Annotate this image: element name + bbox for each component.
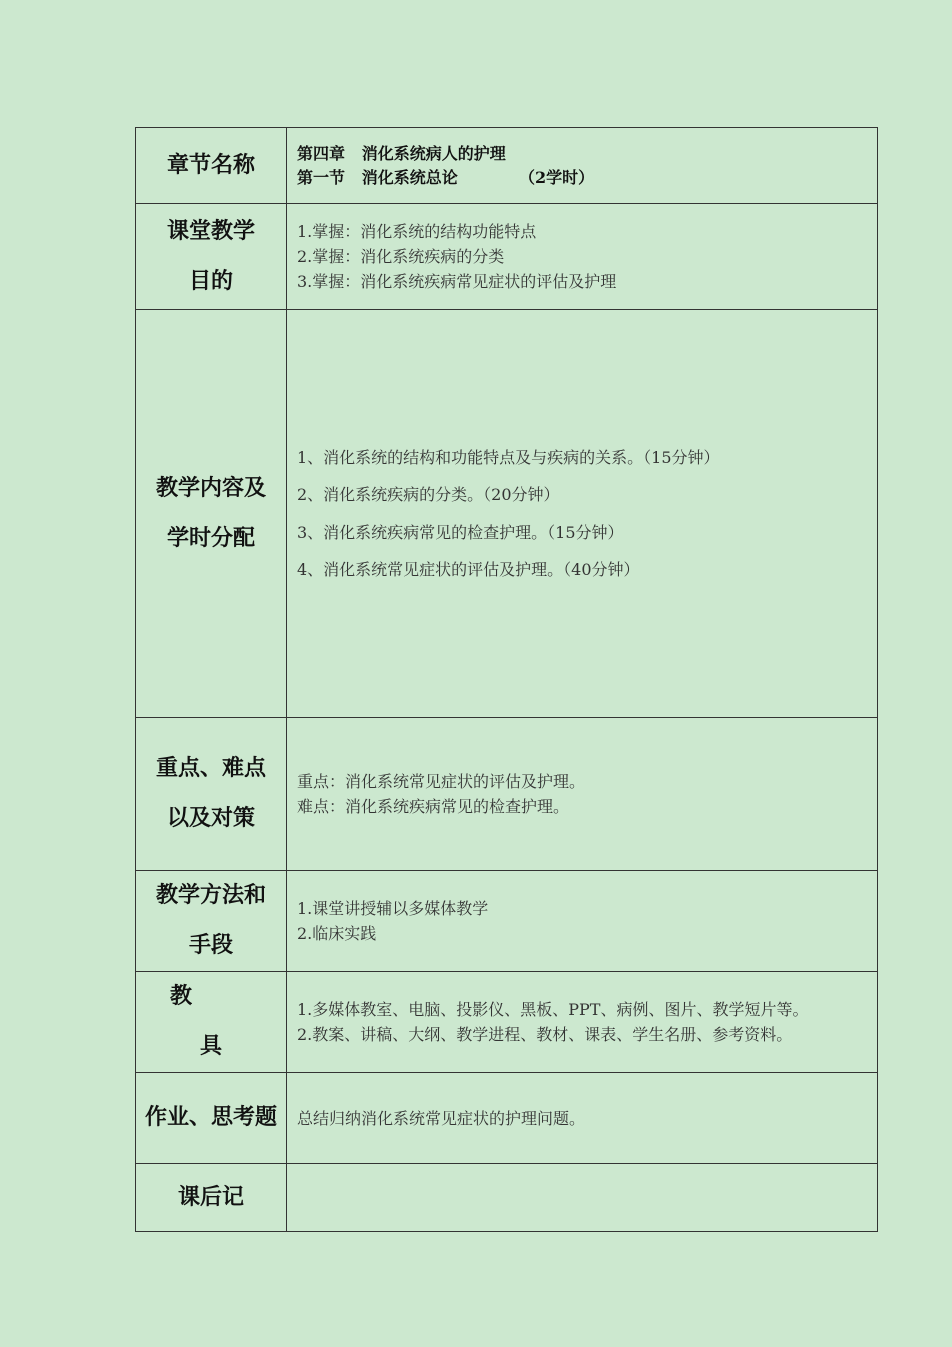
key-points-label — [136, 718, 287, 871]
chapter-name-label: 章节名称 — [136, 128, 287, 204]
key-point-item: 重点：消化系统常见症状的评估及护理。 — [297, 772, 586, 791]
key-points-label-text: 重点、难点以及对策 — [155, 756, 266, 831]
row-chapter — [136, 128, 878, 204]
homework-label: 作业、思考题 — [136, 1073, 287, 1164]
row-objectives — [136, 204, 878, 310]
teaching-aid-item: 2.教案、讲稿、大纲、教学进程、教材、课表、学生名册、参考资料。 — [297, 1025, 793, 1044]
notes-label: 课后记 — [136, 1164, 287, 1232]
methods-cell — [287, 871, 878, 972]
row-methods — [136, 871, 878, 972]
method-item: 1.课堂讲授辅以多媒体教学 — [297, 899, 489, 918]
content-cell — [287, 310, 878, 718]
homework-item: 总结归纳消化系统常见症状的护理问题。 — [297, 1108, 586, 1128]
lesson-plan-table — [135, 127, 878, 1232]
row-key-points — [136, 718, 878, 871]
content-label — [136, 310, 287, 718]
objective-item: 1.掌握：消化系统的结构功能特点 — [297, 222, 537, 241]
key-points-cell — [287, 718, 878, 871]
content-item: 4、消化系统常见症状的评估及护理。（40分钟） — [297, 560, 640, 579]
homework-cell — [287, 1073, 878, 1164]
teaching-aids-label — [136, 972, 287, 1073]
row-notes — [136, 1164, 878, 1232]
content-item: 1、消化系统的结构和功能特点及与疾病的关系。（15分钟） — [297, 447, 720, 467]
row-homework — [136, 1073, 878, 1164]
method-item: 2.临床实践 — [297, 924, 377, 943]
methods-label-text: 教学方法和手段 — [155, 883, 266, 958]
content-label-text: 教学内容及学时分配 — [155, 475, 266, 551]
teaching-aid-item: 1.多媒体教室、电脑、投影仪、黑板、PPT、病例、图片、教学短片等。 — [297, 1000, 809, 1019]
content-item: 2、消化系统疾病的分类。（20分钟） — [297, 485, 560, 504]
objectives-label-text: 课堂教学目的 — [166, 218, 255, 294]
teaching-aids-label-text: 教 具 — [169, 984, 282, 1059]
teaching-aids-cell — [287, 972, 878, 1073]
objective-item: 2.掌握：消化系统疾病的分类 — [297, 247, 505, 266]
difficult-point-item: 难点：消化系统疾病常见的检查护理。 — [297, 797, 570, 816]
objective-item: 3.掌握：消化系统疾病常见症状的评估及护理 — [297, 272, 617, 291]
chapter-name-cell — [287, 128, 878, 204]
objectives-cell — [287, 204, 878, 310]
content-item: 3、消化系统疾病常见的检查护理。（15分钟） — [297, 522, 624, 542]
methods-label — [136, 871, 287, 972]
row-content — [136, 310, 878, 718]
chapter-title: 第四章 消化系统病人的护理 — [297, 143, 506, 163]
objectives-label — [136, 204, 287, 310]
notes-cell — [287, 1164, 878, 1232]
section-title: 第一节 消化系统总论 （2学时） — [297, 167, 595, 187]
row-teaching-aids — [136, 972, 878, 1073]
